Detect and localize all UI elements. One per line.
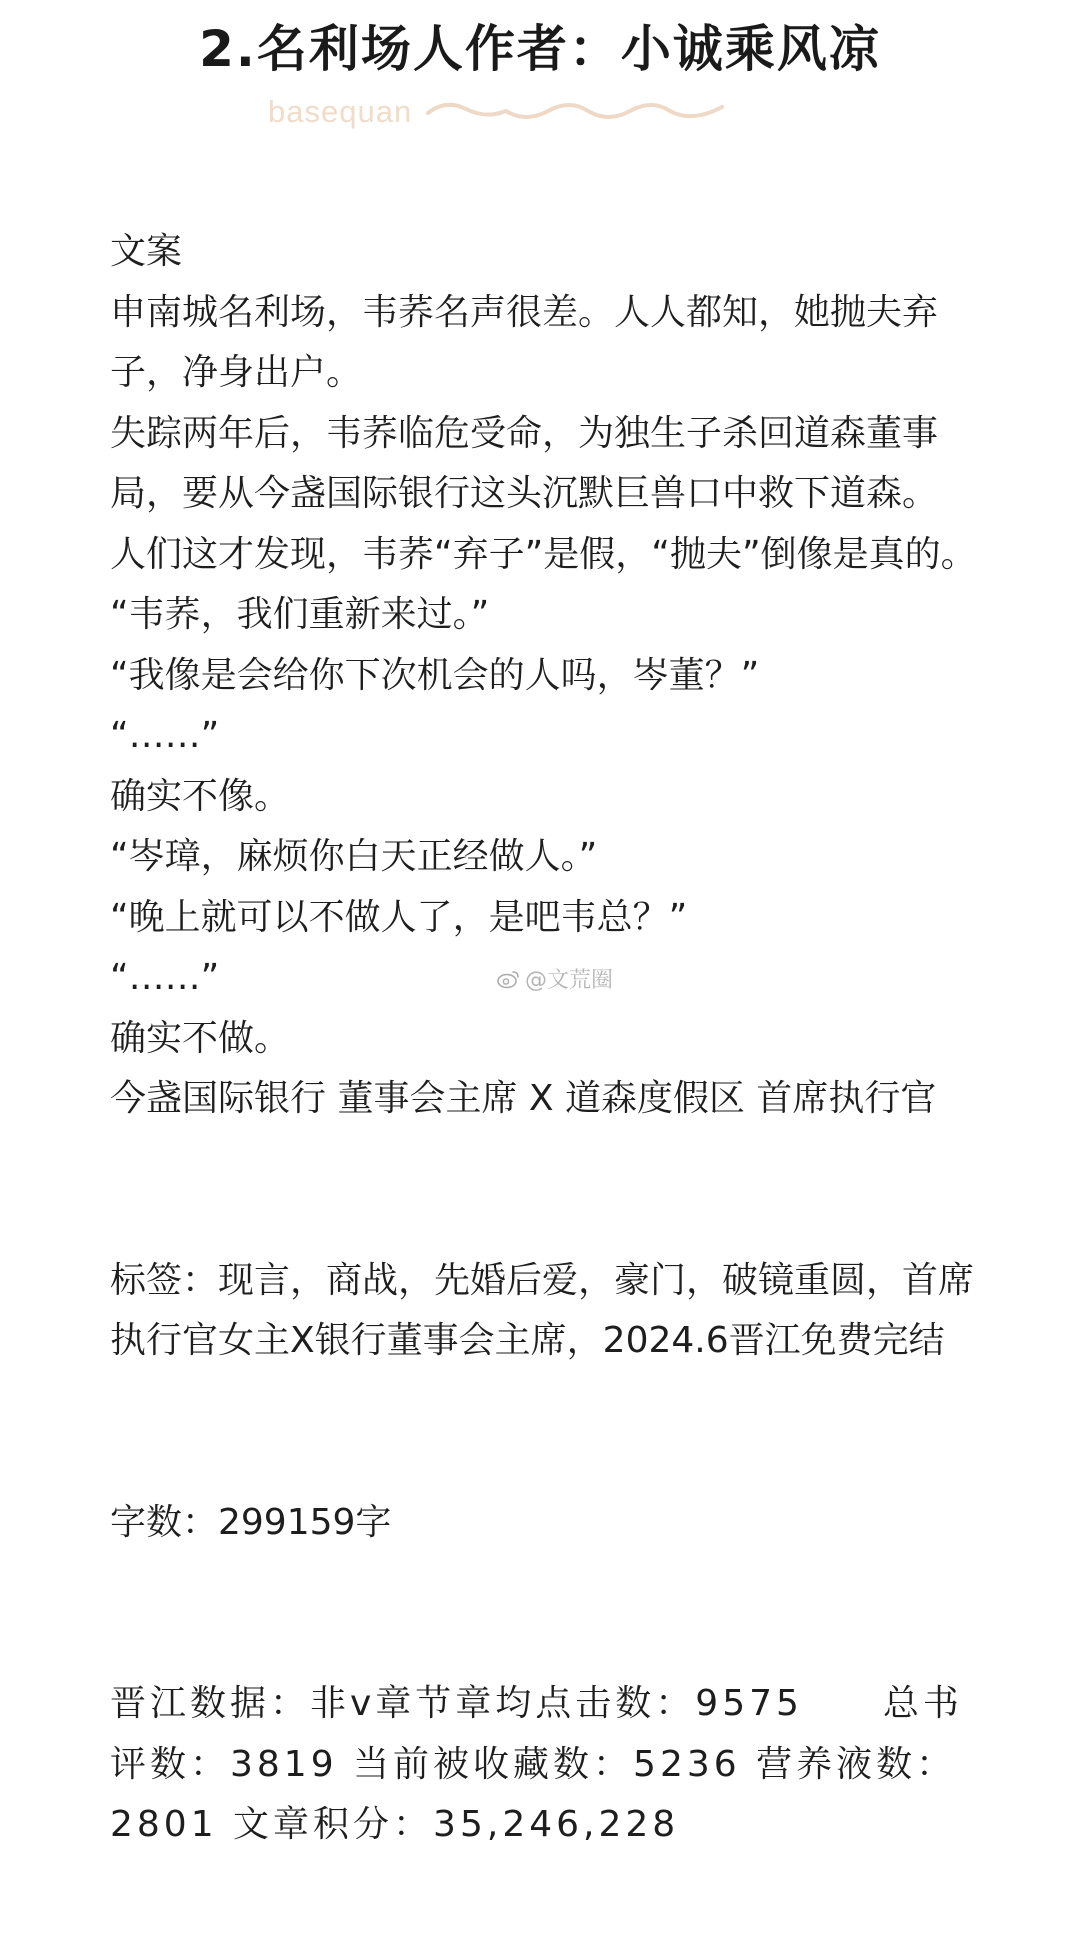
synopsis-paragraph: 人们这才发现，韦荞“弃子”是假，“抛夫”倒像是真的。 [110,533,977,575]
watermark-text: @文荒圈 [525,968,614,993]
tags-line: 标签：现言，商战，先婚后爱，豪门，破镜重圆，首席执行官女主X银行董事会主席，2024.6晋江免费完结 [110,1259,975,1361]
character-roles: 今盏国际银行 董事会主席 X 道森度假区 首席执行官 [110,1078,937,1119]
dialogue-line: “……” [110,715,220,756]
watermark [497,963,613,994]
brand-row [268,92,726,132]
wave-divider-icon [426,97,726,127]
jjwxc-stats: 晋江数据：非v章节章均点击数：9575 总书评数：3819 当前被收藏数：5236 营养液数：2801 文章积分：35,246,228 [110,1683,963,1845]
synopsis-paragraph: 失踪两年后，韦荞临危受命，为独生子杀回道森董事局，要从今盏国际银行这头沉默巨兽口中救下道森。 [110,412,939,514]
spacer [110,1130,990,1251]
spacer [110,1553,990,1674]
dialogue-line: “……” [110,957,220,998]
synopsis-label: 文案 [110,231,183,272]
weibo-icon [497,969,521,989]
word-count: 字数：299159字 [110,1501,392,1543]
narration-line: 确实不做。 [110,1017,291,1059]
spacer [110,1372,990,1493]
dialogue-line: “韦荞，我们重新来过。” [110,594,490,635]
synopsis-paragraph: 申南城名利场，韦荞名声很差。人人都知，她抛夫弃子，净身出户。 [110,291,939,393]
narration-line: 确实不像。 [110,775,291,817]
dialogue-line: “岑璋，麻烦你白天正经做人。” [110,836,598,877]
dialogue-line: “晚上就可以不做人了，是吧韦总？” [110,896,688,938]
dialogue-line: “我像是会给你下次机会的人吗，岑董？” [110,654,760,696]
brand-label: basequan [268,94,413,129]
article-title: 2.名利场人作者：小诚乘风凉 [199,20,881,78]
article-body [110,222,990,1856]
